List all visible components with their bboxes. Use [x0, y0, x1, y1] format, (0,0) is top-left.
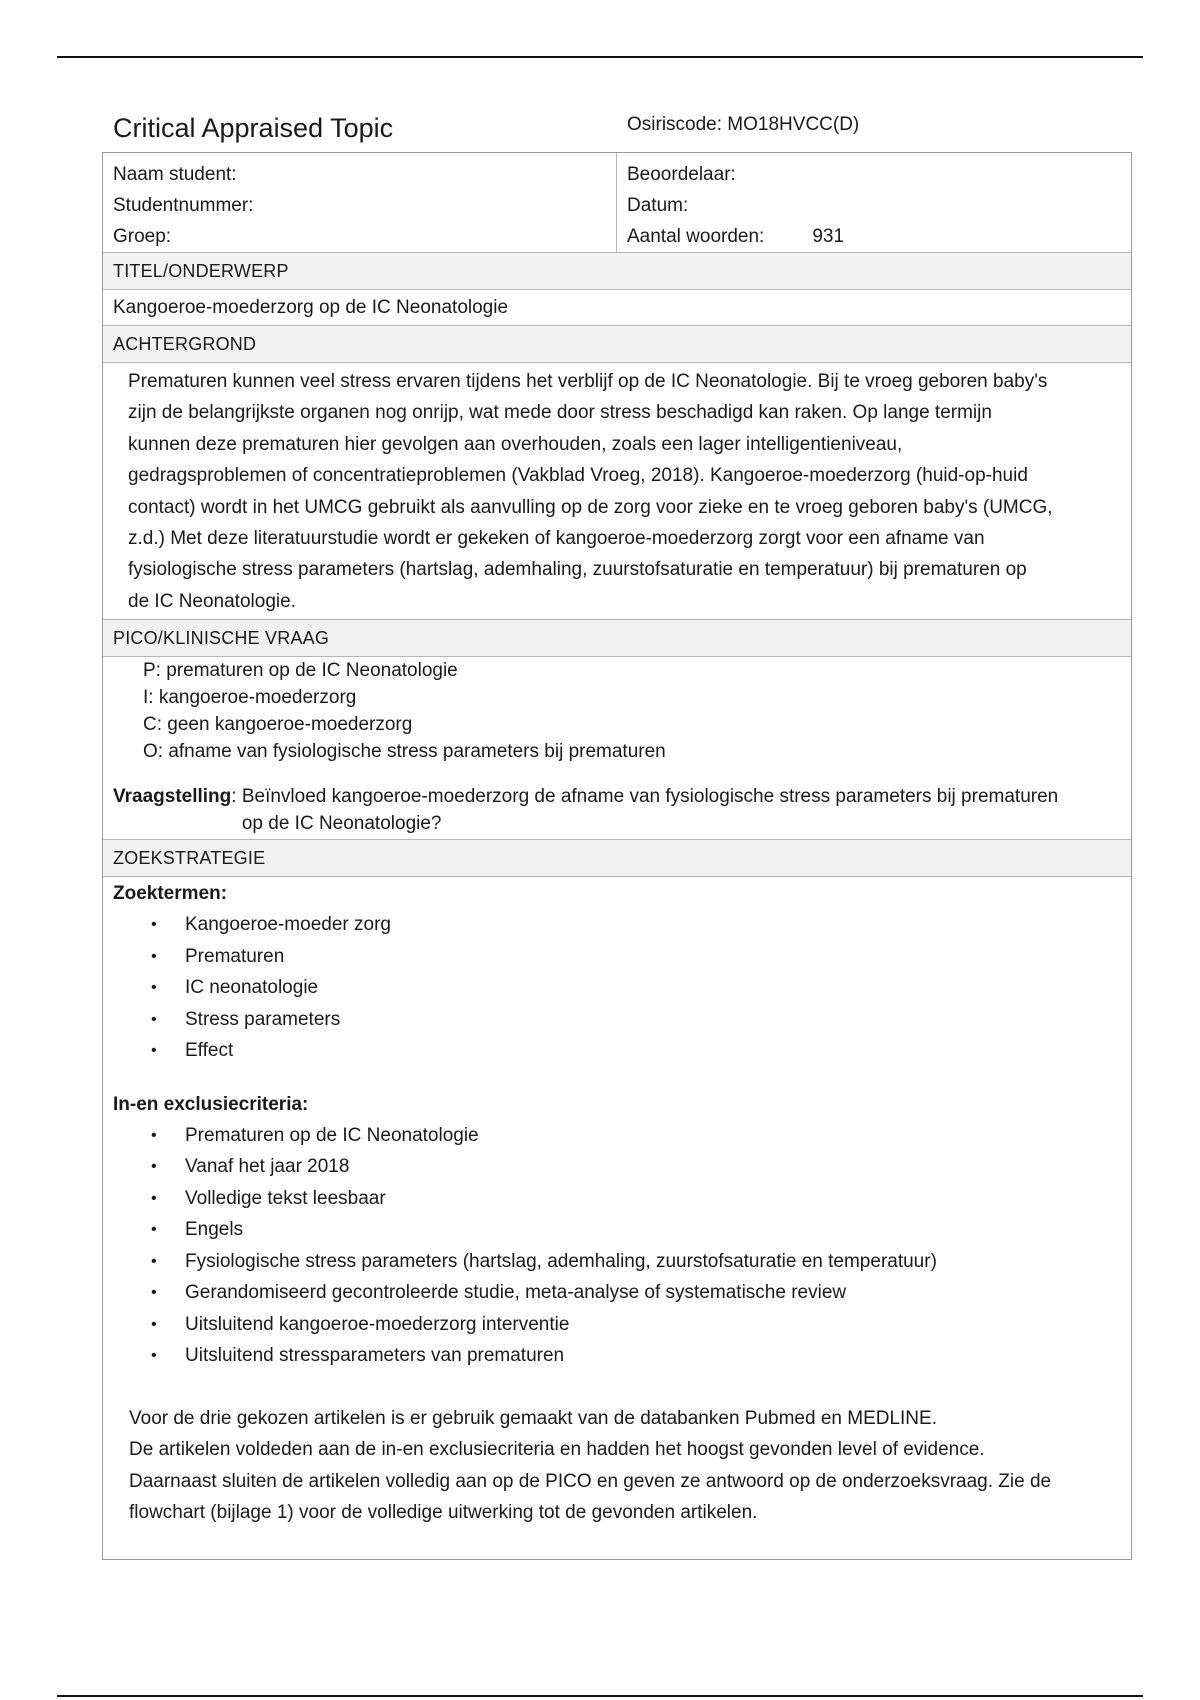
bullet-icon: • — [151, 1252, 157, 1270]
bullet-icon: • — [151, 1221, 157, 1239]
achtergrond-line: contact) wordt in het UMCG gebruikt als aanvulling op de zorg voor zieke en te vroeg geboren baby's (UMCG, — [128, 496, 1053, 518]
achtergrond-line: zijn de belangrijkste organen nog onrijp, wat mede door stress beschadigd kan raken. Op lange termijn — [128, 402, 992, 424]
section-achtergrond-text — [103, 363, 1131, 620]
criteria-label: In-en exclusiecriteria: — [113, 1093, 309, 1115]
section-titel-text: Kangoeroe-moederzorg op de IC Neonatologie — [103, 290, 1131, 326]
list-item: • Vanaf het jaar 2018 — [151, 1151, 1121, 1183]
zoektermen-list — [113, 909, 1121, 1067]
list-item: • Stress parameters — [151, 1004, 1121, 1036]
achtergrond-line: kunnen deze prematuren hier gevolgen aan overhouden, zoals een lager intelligentieniveau, — [128, 433, 903, 455]
zoekstrategie-paragraph: Voor de drie gekozen artikelen is er gebruik gemaakt van de databanken Pubmed en MEDLINE. De artikelen voldeden aan de in-en exclusiecriteria en hadden het hoogst gevonden level of evidence. Daarnaast sluiten de artikelen volledig aan op de PICO en geven ze antwoord op de onderzoeksvraag. Zie de flowchart (bijlage 1) voor de volledige uitwerking tot de gevonden artikelen. — [129, 1407, 1052, 1524]
info-datum: Datum: — [627, 195, 689, 216]
section-zoekstrategie — [103, 877, 1131, 1559]
list-item: • Effect — [151, 1035, 1121, 1067]
bullet-icon: • — [151, 947, 157, 965]
pico-item-c: C: geen kangoeroe-moederzorg — [143, 714, 413, 736]
list-item: • Gerandomiseerd gecontroleerde studie, meta-analyse of systematische review — [151, 1277, 1121, 1309]
achtergrond-line: Prematuren kunnen veel stress ervaren tijdens het verblijf op de IC Neonatologie. Bij te vroeg geboren baby's — [128, 371, 1048, 392]
bottom-rule — [57, 1695, 1143, 1697]
section-heading-zoekstrategie: ZOEKSTRATEGIE — [103, 840, 1131, 877]
bullet-icon: • — [151, 1158, 157, 1176]
pico-item-p: P: prematuren op de IC Neonatologie — [143, 660, 458, 682]
bullet-icon: • — [151, 1189, 157, 1207]
pico-item-o: O: afname van fysiologische stress parameters bij prematuren — [143, 741, 666, 763]
list-item: • Volledige tekst leesbaar — [151, 1183, 1121, 1215]
list-item: • Prematuren — [151, 941, 1121, 973]
section-pico — [103, 657, 1131, 840]
zoektermen-label: Zoektermen: — [113, 883, 228, 905]
achtergrond-line: gedragsproblemen of concentratieproblemen (Vakblad Vroeg, 2018). Kangoeroe-moederzorg (huid-op-huid — [128, 465, 1028, 487]
bullet-icon: • — [151, 1010, 157, 1028]
pico-item-i: I: kangoeroe-moederzorg — [143, 687, 357, 709]
pico-list — [113, 657, 1121, 765]
document-title: Critical Appraised Topic — [113, 113, 394, 143]
criteria-list — [113, 1120, 1121, 1372]
bullet-icon: • — [151, 1315, 157, 1333]
list-item: • Prematuren op de IC Neonatologie — [151, 1120, 1121, 1152]
vraagstelling: Vraagstelling : Beïnvloed kangoeroe-moederzorg de afname van fysiologische stress parameters bij prematuren op de IC Neonatologie? — [113, 783, 1121, 837]
info-studentnummer: Studentnummer: — [113, 195, 254, 216]
bullet-icon: • — [151, 1126, 157, 1144]
student-info-right — [617, 153, 1131, 252]
vraagstelling-text: Beïnvloed kangoeroe-moederzorg de afname van fysiologische stress parameters bij prematuren op de IC Neonatologie? — [241, 786, 1059, 835]
info-naam-student: Naam student: — [113, 164, 237, 185]
section-heading-titel: TITEL/ONDERWERP — [103, 253, 1131, 290]
cat-form — [102, 152, 1132, 1560]
bullet-icon: • — [151, 1284, 157, 1302]
osiriscode: Osiriscode: MO18HVCC(D) — [627, 114, 860, 135]
achtergrond-line: de IC Neonatologie. — [128, 590, 296, 612]
list-item: • IC neonatologie — [151, 972, 1121, 1004]
info-groep: Groep: — [113, 226, 172, 247]
list-item: • Fysiologische stress parameters (hartslag, ademhaling, zuurstofsaturatie en temperatuur) — [151, 1246, 1121, 1278]
bullet-icon: • — [151, 1042, 157, 1060]
bullet-icon: • — [151, 1347, 157, 1365]
bullet-icon: • — [151, 979, 157, 997]
bullet-icon: • — [151, 916, 157, 934]
achtergrond-line: z.d.) Met deze literatuurstudie wordt er gekeken of kangoeroe-moederzorg zorgt voor een afname van — [128, 528, 985, 550]
list-item: • Uitsluitend stressparameters van prematuren — [151, 1340, 1121, 1372]
top-rule — [57, 56, 1143, 58]
list-item: • Uitsluitend kangoeroe-moederzorg interventie — [151, 1309, 1121, 1341]
vraagstelling-label: Vraagstelling — [113, 786, 232, 808]
aantal-woorden-value: 931 — [812, 226, 845, 247]
section-heading-pico: PICO/KLINISCHE VRAAG — [103, 620, 1131, 657]
section-heading-achtergrond: ACHTERGROND — [103, 326, 1131, 363]
list-item: • Kangoeroe-moeder zorg — [151, 909, 1121, 941]
student-info — [103, 153, 1131, 253]
student-info-left — [103, 153, 617, 252]
achtergrond-line: fysiologische stress parameters (hartslag, ademhaling, zuurstofsaturatie en temperatuur) bij prematuren op — [128, 559, 1027, 581]
list-item: • Engels — [151, 1214, 1121, 1246]
info-beoordelaar: Beoordelaar: — [627, 164, 736, 185]
info-aantal-woorden: Aantal woorden: 931 — [627, 221, 1121, 252]
